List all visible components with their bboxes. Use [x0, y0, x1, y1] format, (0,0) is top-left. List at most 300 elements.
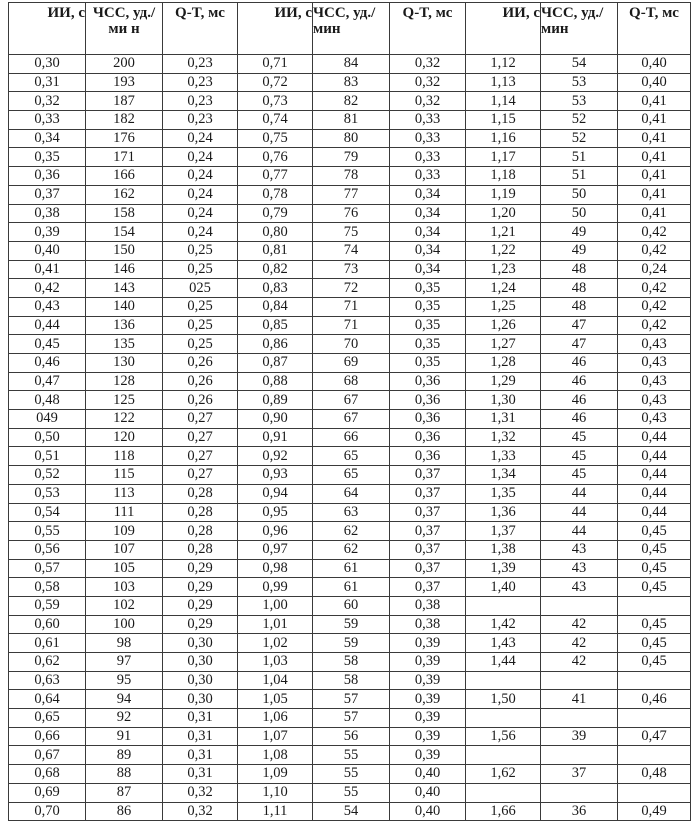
interval-cell: 1,19 [466, 185, 541, 204]
heart-rate-cell: 48 [541, 279, 618, 298]
table-row [9, 596, 691, 615]
interval-cell: 0,96 [238, 522, 313, 541]
qt-cell: 0,37 [390, 503, 466, 522]
heart-rate-cell: 59 [313, 615, 390, 634]
heart-rate-cell: 46 [541, 354, 618, 373]
qt-cell: 0,38 [390, 596, 466, 615]
table-row [9, 746, 691, 765]
interval-cell: 0,40 [9, 241, 86, 260]
interval-cell: 1,56 [466, 727, 541, 746]
interval-cell: 0,60 [9, 615, 86, 634]
qt-cell: 0,32 [390, 55, 466, 74]
interval-cell: 0,86 [238, 335, 313, 354]
interval-cell: 1,10 [238, 783, 313, 802]
qt-cell: 0,41 [618, 167, 691, 186]
heart-rate-cell: 39 [541, 727, 618, 746]
heart-rate-cell: 105 [86, 559, 163, 578]
heart-rate-cell: 193 [86, 73, 163, 92]
qt-cell: 0,40 [390, 802, 466, 821]
qt-cell: 0,27 [163, 447, 238, 466]
qt-cell: 0,39 [390, 746, 466, 765]
interval-cell: 1,43 [466, 634, 541, 653]
qt-cell: 0,44 [618, 428, 691, 447]
interval-cell: 1,40 [466, 578, 541, 597]
heart-rate-cell: 61 [313, 559, 390, 578]
interval-cell: 1,42 [466, 615, 541, 634]
qt-cell: 0,31 [163, 765, 238, 784]
interval-cell: 1,35 [466, 484, 541, 503]
qt-cell: 0,39 [390, 634, 466, 653]
qt-cell: 0,36 [390, 447, 466, 466]
interval-cell: 1,13 [466, 73, 541, 92]
heart-rate-cell: 49 [541, 223, 618, 242]
interval-cell: 1,05 [238, 690, 313, 709]
qt-cell: 0,45 [618, 653, 691, 672]
interval-cell: 1,07 [238, 727, 313, 746]
interval-cell: 1,38 [466, 540, 541, 559]
qt-cell: 0,36 [390, 372, 466, 391]
table-row [9, 55, 691, 74]
qt-cell: 0,23 [163, 73, 238, 92]
heart-rate-cell: 82 [313, 92, 390, 111]
interval-cell: 1,37 [466, 522, 541, 541]
heart-rate-cell: 136 [86, 316, 163, 335]
interval-cell: 0,34 [9, 129, 86, 148]
interval-cell: 0,73 [238, 92, 313, 111]
interval-cell: 1,11 [238, 802, 313, 821]
interval-cell: 0,94 [238, 484, 313, 503]
interval-cell: 0,41 [9, 260, 86, 279]
interval-cell: 1,27 [466, 335, 541, 354]
qt-cell: 0,39 [390, 727, 466, 746]
interval-cell: 0,81 [238, 241, 313, 260]
qt-cell [618, 746, 691, 765]
interval-cell: 0,89 [238, 391, 313, 410]
qt-cell: 0,44 [618, 503, 691, 522]
heart-rate-cell: 49 [541, 241, 618, 260]
qt-cell: 0,42 [618, 241, 691, 260]
heart-rate-cell: 63 [313, 503, 390, 522]
qt-cell: 0,35 [390, 354, 466, 373]
qt-cell: 0,49 [618, 802, 691, 821]
interval-cell: 0,82 [238, 260, 313, 279]
qt-cell: 0,42 [618, 223, 691, 242]
heart-rate-cell: 64 [313, 484, 390, 503]
heart-rate-cell: 57 [313, 690, 390, 709]
interval-cell: 0,74 [238, 111, 313, 130]
qt-cell: 0,29 [163, 596, 238, 615]
heart-rate-cell: 91 [86, 727, 163, 746]
qt-cell: 0,32 [163, 802, 238, 821]
interval-cell: 0,31 [9, 73, 86, 92]
table-row [9, 484, 691, 503]
heart-rate-cell: 71 [313, 316, 390, 335]
interval-cell: 1,31 [466, 410, 541, 429]
interval-cell: 1,34 [466, 466, 541, 485]
qt-cell: 0,37 [390, 484, 466, 503]
interval-cell: 0,79 [238, 204, 313, 223]
interval-cell: 1,23 [466, 260, 541, 279]
table-row [9, 653, 691, 672]
interval-cell: 1,04 [238, 671, 313, 690]
interval-cell: 0,57 [9, 559, 86, 578]
interval-header-2: ИИ, с [238, 3, 313, 55]
interval-cell: 0,92 [238, 447, 313, 466]
qt-cell: 0,30 [163, 671, 238, 690]
qt-cell: 0,28 [163, 503, 238, 522]
heart-rate-cell: 46 [541, 391, 618, 410]
qt-cell: 0,42 [618, 297, 691, 316]
heart-rate-cell: 92 [86, 709, 163, 728]
qt-cell: 0,40 [618, 73, 691, 92]
interval-cell: 0,90 [238, 410, 313, 429]
table-row [9, 111, 691, 130]
heart-rate-cell: 45 [541, 466, 618, 485]
heart-rate-cell: 67 [313, 410, 390, 429]
heart-rate-cell: 146 [86, 260, 163, 279]
interval-cell: 1,44 [466, 653, 541, 672]
table-row [9, 559, 691, 578]
interval-cell: 0,65 [9, 709, 86, 728]
interval-cell: 0,33 [9, 111, 86, 130]
interval-cell: 1,17 [466, 148, 541, 167]
qt-cell: 0,25 [163, 241, 238, 260]
table-row [9, 316, 691, 335]
interval-cell: 0,85 [238, 316, 313, 335]
qt-cell: 0,41 [618, 185, 691, 204]
header-row [9, 3, 691, 55]
interval-cell: 1,39 [466, 559, 541, 578]
interval-cell: 0,68 [9, 765, 86, 784]
qt-cell: 0,43 [618, 372, 691, 391]
heart-rate-cell: 140 [86, 297, 163, 316]
interval-cell: 1,24 [466, 279, 541, 298]
qt-header-2: Q-T, мс [390, 3, 466, 55]
heart-rate-cell: 75 [313, 223, 390, 242]
heart-rate-cell: 47 [541, 335, 618, 354]
table-row [9, 727, 691, 746]
qt-cell: 0,37 [390, 466, 466, 485]
interval-cell: 0,67 [9, 746, 86, 765]
interval-cell: 0,42 [9, 279, 86, 298]
interval-cell: 0,52 [9, 466, 86, 485]
heart-rate-cell: 54 [313, 802, 390, 821]
qt-cell: 0,35 [390, 316, 466, 335]
heart-rate-cell: 187 [86, 92, 163, 111]
qt-cell: 0,25 [163, 297, 238, 316]
heart-rate-header-1: ЧСС, уд./ми н [86, 3, 163, 55]
interval-cell: 0,87 [238, 354, 313, 373]
qt-cell: 0,34 [390, 223, 466, 242]
qt-cell: 0,32 [390, 73, 466, 92]
heart-rate-cell: 87 [86, 783, 163, 802]
heart-rate-cell: 48 [541, 297, 618, 316]
heart-rate-cell: 84 [313, 55, 390, 74]
heart-rate-cell: 78 [313, 167, 390, 186]
heart-rate-cell: 43 [541, 540, 618, 559]
heart-rate-cell: 44 [541, 484, 618, 503]
interval-cell: 0,91 [238, 428, 313, 447]
qt-cell: 0,39 [390, 690, 466, 709]
table-row [9, 615, 691, 634]
interval-cell: 0,61 [9, 634, 86, 653]
qt-cell: 0,40 [390, 783, 466, 802]
heart-rate-cell: 36 [541, 802, 618, 821]
interval-cell: 1,33 [466, 447, 541, 466]
heart-rate-cell: 109 [86, 522, 163, 541]
interval-cell: 1,00 [238, 596, 313, 615]
interval-cell: 0,44 [9, 316, 86, 335]
heart-rate-cell: 45 [541, 428, 618, 447]
table-row [9, 428, 691, 447]
heart-rate-cell: 62 [313, 540, 390, 559]
interval-cell: 0,48 [9, 391, 86, 410]
qt-cell: 0,44 [618, 484, 691, 503]
interval-cell: 1,28 [466, 354, 541, 373]
qt-cell: 0,32 [163, 783, 238, 802]
table-row [9, 260, 691, 279]
heart-rate-cell: 83 [313, 73, 390, 92]
qt-cell: 0,31 [163, 746, 238, 765]
heart-rate-cell: 182 [86, 111, 163, 130]
heart-rate-cell: 200 [86, 55, 163, 74]
qt-cell: 0,43 [618, 354, 691, 373]
qt-cell: 0,29 [163, 615, 238, 634]
heart-rate-cell: 162 [86, 185, 163, 204]
heart-rate-cell: 55 [313, 746, 390, 765]
qt-cell: 0,31 [163, 709, 238, 728]
interval-cell: 1,66 [466, 802, 541, 821]
qt-cell: 0,31 [163, 727, 238, 746]
heart-rate-cell: 171 [86, 148, 163, 167]
table-row [9, 690, 691, 709]
qt-cell: 0,39 [390, 709, 466, 728]
table-row [9, 391, 691, 410]
interval-cell: 0,58 [9, 578, 86, 597]
qt-cell: 0,27 [163, 410, 238, 429]
interval-cell: 0,63 [9, 671, 86, 690]
qt-cell: 0,23 [163, 111, 238, 130]
interval-cell [466, 596, 541, 615]
interval-cell: 1,06 [238, 709, 313, 728]
interval-cell: 1,02 [238, 634, 313, 653]
interval-cell: 0,93 [238, 466, 313, 485]
qt-cell: 0,45 [618, 559, 691, 578]
heart-rate-cell: 45 [541, 447, 618, 466]
table-row [9, 765, 691, 784]
qt-cell: 0,44 [618, 447, 691, 466]
heart-rate-cell: 70 [313, 335, 390, 354]
qt-cell: 0,42 [618, 316, 691, 335]
qt-cell: 0,30 [163, 690, 238, 709]
heart-rate-cell: 53 [541, 73, 618, 92]
heart-rate-cell: 44 [541, 503, 618, 522]
qt-cell: 0,45 [618, 578, 691, 597]
qt-cell: 0,33 [390, 167, 466, 186]
heart-rate-cell: 135 [86, 335, 163, 354]
interval-cell: 0,35 [9, 148, 86, 167]
qt-cell: 0,47 [618, 727, 691, 746]
interval-cell: 1,25 [466, 297, 541, 316]
interval-cell: 0,66 [9, 727, 86, 746]
qt-cell: 0,36 [390, 410, 466, 429]
interval-cell: 1,16 [466, 129, 541, 148]
qt-cell: 0,45 [618, 615, 691, 634]
qt-cell: 0,25 [163, 260, 238, 279]
heart-rate-cell: 59 [313, 634, 390, 653]
qt-cell: 0,32 [390, 92, 466, 111]
qt-cell: 0,34 [390, 204, 466, 223]
qt-cell: 0,23 [163, 55, 238, 74]
interval-cell: 1,18 [466, 167, 541, 186]
heart-rate-cell: 97 [86, 653, 163, 672]
table-row [9, 540, 691, 559]
interval-cell: 0,59 [9, 596, 86, 615]
interval-cell: 0,38 [9, 204, 86, 223]
interval-cell: 0,77 [238, 167, 313, 186]
interval-cell: 1,09 [238, 765, 313, 784]
heart-rate-cell: 150 [86, 241, 163, 260]
heart-rate-cell: 77 [313, 185, 390, 204]
qt-cell: 0,24 [163, 223, 238, 242]
qt-cell: 0,38 [390, 615, 466, 634]
heart-rate-cell: 51 [541, 167, 618, 186]
qt-cell: 0,37 [390, 559, 466, 578]
interval-cell: 1,01 [238, 615, 313, 634]
heart-rate-cell: 57 [313, 709, 390, 728]
table-row [9, 783, 691, 802]
heart-rate-cell [541, 746, 618, 765]
qt-cell: 0,40 [618, 55, 691, 74]
qt-cell: 0,30 [163, 653, 238, 672]
heart-rate-cell: 86 [86, 802, 163, 821]
heart-rate-cell: 37 [541, 765, 618, 784]
heart-rate-cell: 58 [313, 671, 390, 690]
qt-cell: 0,27 [163, 466, 238, 485]
qt-cell: 0,24 [618, 260, 691, 279]
interval-cell: 0,37 [9, 185, 86, 204]
table-row [9, 578, 691, 597]
qt-cell: 0,25 [163, 316, 238, 335]
qt-cell: 0,35 [390, 297, 466, 316]
heart-rate-cell: 42 [541, 615, 618, 634]
table-row [9, 279, 691, 298]
table-row [9, 167, 691, 186]
qt-cell: 0,39 [390, 671, 466, 690]
table-row [9, 241, 691, 260]
qt-cell: 0,24 [163, 167, 238, 186]
qt-cell: 0,27 [163, 428, 238, 447]
qt-cell: 0,43 [618, 391, 691, 410]
qt-cell: 0,29 [163, 578, 238, 597]
table-row [9, 447, 691, 466]
heart-rate-cell: 53 [541, 92, 618, 111]
heart-rate-cell: 52 [541, 129, 618, 148]
heart-rate-cell: 47 [541, 316, 618, 335]
interval-cell: 0,69 [9, 783, 86, 802]
qt-cell: 0,30 [163, 634, 238, 653]
heart-rate-header-2: ЧСС, уд./мин [313, 3, 390, 55]
heart-rate-cell [541, 596, 618, 615]
qt-cell [618, 671, 691, 690]
interval-cell: 0,70 [9, 802, 86, 821]
qt-cell: 0,33 [390, 129, 466, 148]
table-row [9, 73, 691, 92]
qt-cell: 0,41 [618, 129, 691, 148]
interval-cell: 0,47 [9, 372, 86, 391]
table-row [9, 466, 691, 485]
table-row [9, 204, 691, 223]
heart-rate-cell: 103 [86, 578, 163, 597]
interval-cell: 0,39 [9, 223, 86, 242]
interval-cell: 0,51 [9, 447, 86, 466]
heart-rate-cell [541, 783, 618, 802]
heart-rate-cell: 42 [541, 653, 618, 672]
qt-cell: 0,36 [390, 428, 466, 447]
qt-cell: 0,44 [618, 466, 691, 485]
heart-rate-cell: 50 [541, 204, 618, 223]
qt-cell: 0,24 [163, 129, 238, 148]
interval-cell: 0,50 [9, 428, 86, 447]
interval-cell: 1,26 [466, 316, 541, 335]
interval-cell [466, 671, 541, 690]
qt-cell: 0,43 [618, 335, 691, 354]
heart-rate-cell: 80 [313, 129, 390, 148]
table-row [9, 522, 691, 541]
heart-rate-cell: 62 [313, 522, 390, 541]
heart-rate-cell: 81 [313, 111, 390, 130]
heart-rate-cell: 56 [313, 727, 390, 746]
interval-cell: 1,14 [466, 92, 541, 111]
table-row [9, 185, 691, 204]
interval-cell: 0,75 [238, 129, 313, 148]
interval-cell: 0,45 [9, 335, 86, 354]
heart-rate-cell: 61 [313, 578, 390, 597]
qt-cell: 0,34 [390, 185, 466, 204]
heart-rate-cell: 94 [86, 690, 163, 709]
heart-rate-cell: 118 [86, 447, 163, 466]
interval-cell: 1,50 [466, 690, 541, 709]
heart-rate-cell: 60 [313, 596, 390, 615]
qt-cell: 0,42 [618, 279, 691, 298]
qt-cell: 0,48 [618, 765, 691, 784]
qt-cell: 0,28 [163, 540, 238, 559]
interval-cell: 0,76 [238, 148, 313, 167]
heart-rate-cell: 100 [86, 615, 163, 634]
heart-rate-cell: 102 [86, 596, 163, 615]
qt-cell [618, 709, 691, 728]
qt-cell: 0,43 [618, 410, 691, 429]
heart-rate-cell: 69 [313, 354, 390, 373]
interval-cell: 1,30 [466, 391, 541, 410]
interval-cell: 1,20 [466, 204, 541, 223]
interval-header-1: ИИ, с [9, 3, 86, 55]
heart-rate-cell: 79 [313, 148, 390, 167]
heart-rate-cell: 76 [313, 204, 390, 223]
heart-rate-cell: 89 [86, 746, 163, 765]
qt-cell: 0,29 [163, 559, 238, 578]
qt-cell: 0,33 [390, 148, 466, 167]
table-row [9, 709, 691, 728]
heart-rate-cell: 166 [86, 167, 163, 186]
interval-cell: 0,64 [9, 690, 86, 709]
heart-rate-cell: 88 [86, 765, 163, 784]
interval-cell: 0,43 [9, 297, 86, 316]
qt-cell: 0,45 [618, 522, 691, 541]
heart-rate-cell: 46 [541, 372, 618, 391]
heart-rate-cell: 51 [541, 148, 618, 167]
interval-cell: 0,32 [9, 92, 86, 111]
